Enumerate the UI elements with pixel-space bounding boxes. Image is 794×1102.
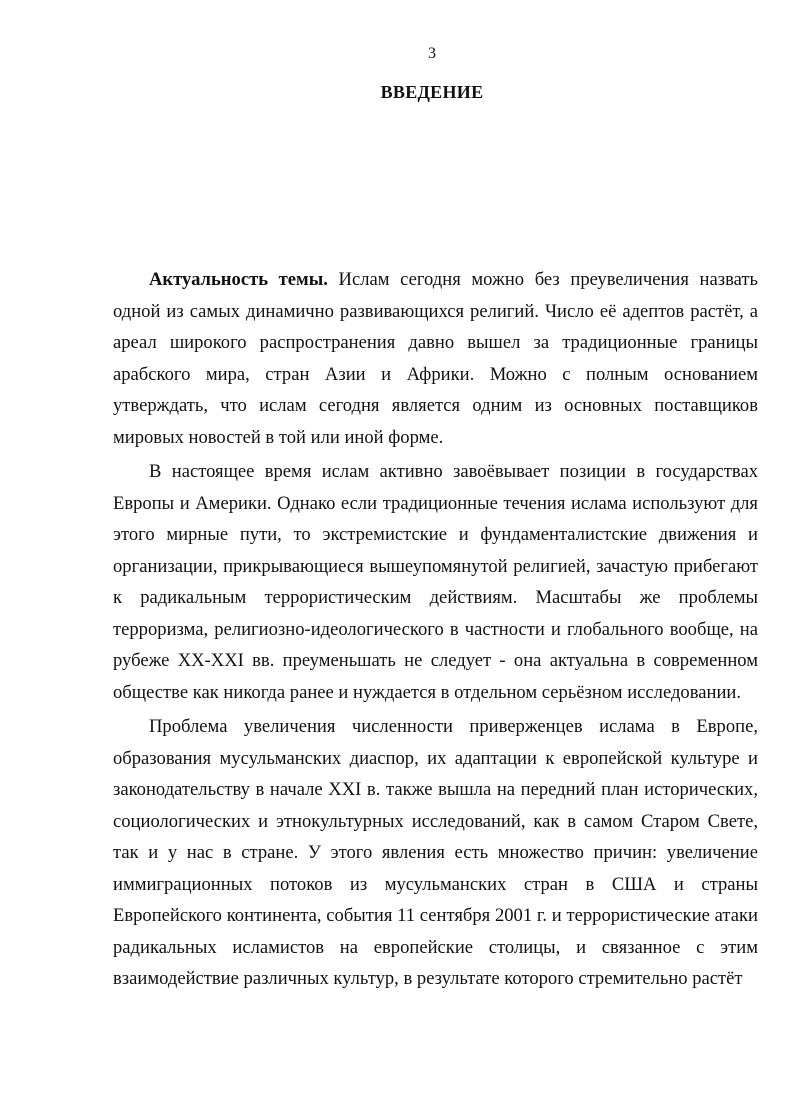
paragraph-europe-america: В настоящее время ислам активно завоёвывает позиции в государствах Европы и Америки. Однако если традиционные течения ислама используют для этого мирные пути, то экстремистские и фундаменталистские движения и организации, прикрывающиеся вышеупомянутой религией, зачастую прибегают к радикальным террористическим действиям. Масштабы же проблемы терроризма, религиозно-идеологического в частности и глобального вообще, на рубеже XX-XXI вв. преуменьшать не следует - она актуальна в современном обществе как никогда ранее и нуждается в отдельном серьёзном исследовании.: [113, 461, 758, 703]
paragraph-lead: Актуальность темы.: [149, 269, 328, 290]
paragraph-text: Ислам сегодня можно без преувеличения назвать одной из самых динамично развивающихся религий. Число её адептов растёт, а ареал широкого распространения давно вышел за традиционные границы арабского мира, стран Азии и Африки. Можно с полным основанием утверждать, что ислам сегодня является одним из основных поставщиков мировых новостей в той или иной форме.: [113, 269, 758, 448]
document-body: [113, 264, 758, 998]
paragraph-diasporas: Проблема увеличения численности приверженцев ислама в Европе, образования мусульманских диаспор, их адаптации к европейской культуре и законодательству в начале XXI в. также вышла на передний план исторических, социологических и этнокультурных исследований, как в самом Старом Свете, так и у нас в стране. У этого явления есть множество причин: увеличение иммиграционных потоков из мусульманских стран в США и страны Европейского континента, события 11 сентября 2001 г. и террористические атаки радикальных исламистов на европейские столицы, и связанное с этим взаимодействие различных культур, в результате которого стремительно растёт: [113, 716, 758, 989]
page-number: 3: [428, 45, 436, 62]
page-heading: ВВЕДЕНИЕ: [380, 82, 484, 102]
paragraph-relevance: [113, 264, 758, 453]
